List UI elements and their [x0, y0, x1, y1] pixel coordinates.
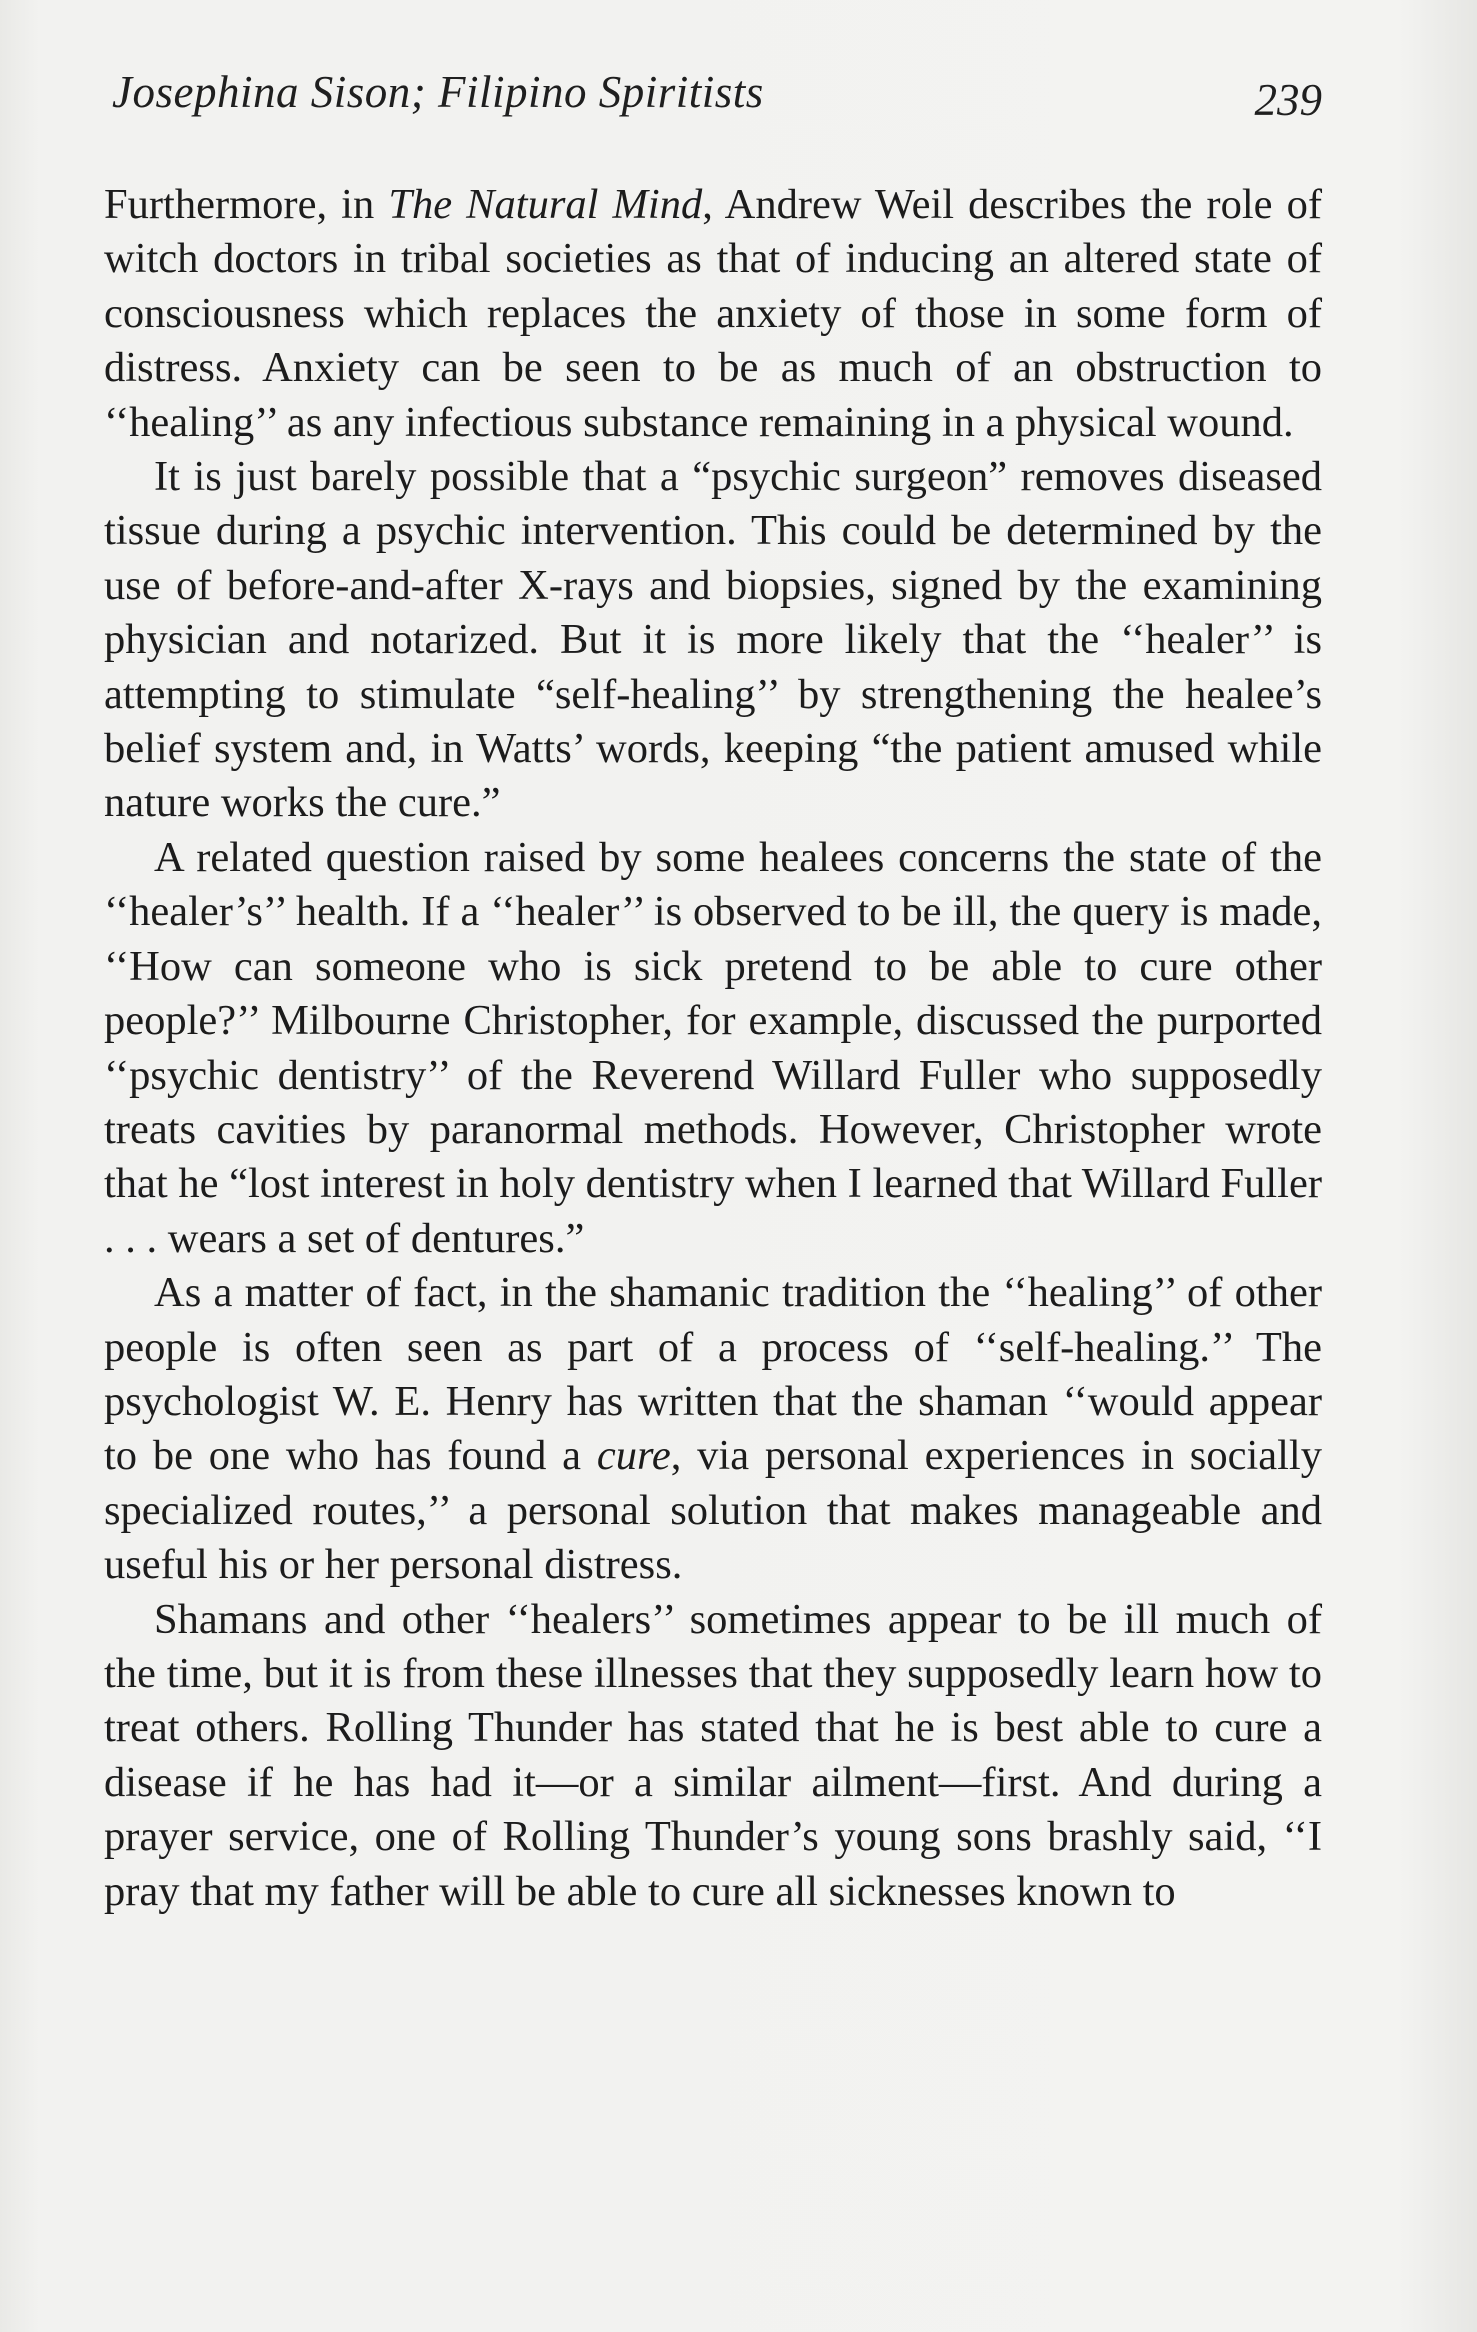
emphasis-italic: cure	[596, 1432, 671, 1480]
running-head: Josephina Sison; Filipino Spiritists	[112, 67, 764, 117]
paragraph-5-text: Shamans and other ‘‘healers’’ sometimes appear to be ill much of the time, but it is from these illnesses that they supposedly learn how to treat others. Rolling Thunder has stated that he is best able to cure a disease if he has had it—or a similar ailment—first. And during a prayer service, one of Rolling Thunder’s young sons brashly said, ‘‘I pray that my father will be able to cure all sicknesses known to	[104, 1595, 1322, 1915]
page-header	[112, 60, 1322, 130]
paragraph-4-text-b: , via personal experiences in socially specialized routes,’’ a personal solution that makes manageable and useful his or her personal distress.	[104, 1432, 1322, 1589]
paragraph-5	[104, 1593, 1322, 1919]
paragraph-4-text-a: As a matter of fact, in the shamanic tradition the ‘‘healing’’ of other people is often seen as part of a process of ‘‘self-healing.’’ The psychologist W. E. Henry has written that the shaman ‘‘would appear to be one who has found a	[104, 1269, 1322, 1480]
page-number: 239	[1254, 75, 1322, 125]
paragraph-3	[104, 831, 1322, 1266]
body-text	[104, 178, 1322, 1919]
paragraph-4	[104, 1266, 1322, 1592]
paragraph-1-text-b: , Andrew Weil describes the role of witch doctors in tribal societies as that of inducing an altered state of consciousness which replaces the anxiety of those in some form of distress. Anxiety can be seen to be as much of an obstruction to ‘‘healing’’ as any infectious substance remaining in a physical wound.	[104, 181, 1322, 446]
paragraph-2	[104, 450, 1322, 831]
paragraph-1	[104, 178, 1322, 450]
book-title-italic: The Natural Mind	[388, 181, 703, 228]
paragraph-1-text-a: Furthermore, in	[104, 181, 389, 228]
paragraph-2-text: It is just barely possible that a “psychic surgeon” removes diseased tissue during a psychic intervention. This could be determined by the use of before-and-after X-rays and biopsies, signed by the examining physician and notarized. But it is more likely that the ‘‘healer’’ is attempting to stimulate “self-healing’’ by strengthening the healee’s belief system and, in Watts’ words, keeping “the patient amused while nature works the cure.”	[104, 453, 1322, 827]
paragraph-3-text: A related question raised by some healees concerns the state of the ‘‘healer’s’’ health. If a ‘‘healer’’ is observed to be ill, the query is made, ‘‘How can someone who is sick pretend to be able to cure other people?’’ Milbourne Christopher, for example, discussed the purported ‘‘psychic dentistry’’ of the Reverend Willard Fuller who supposedly treats cavities by paranormal methods. However, Christopher wrote that he “lost interest in holy dentistry when I learned that Willard Fuller . . . wears a set of dentures.”	[104, 833, 1322, 1262]
